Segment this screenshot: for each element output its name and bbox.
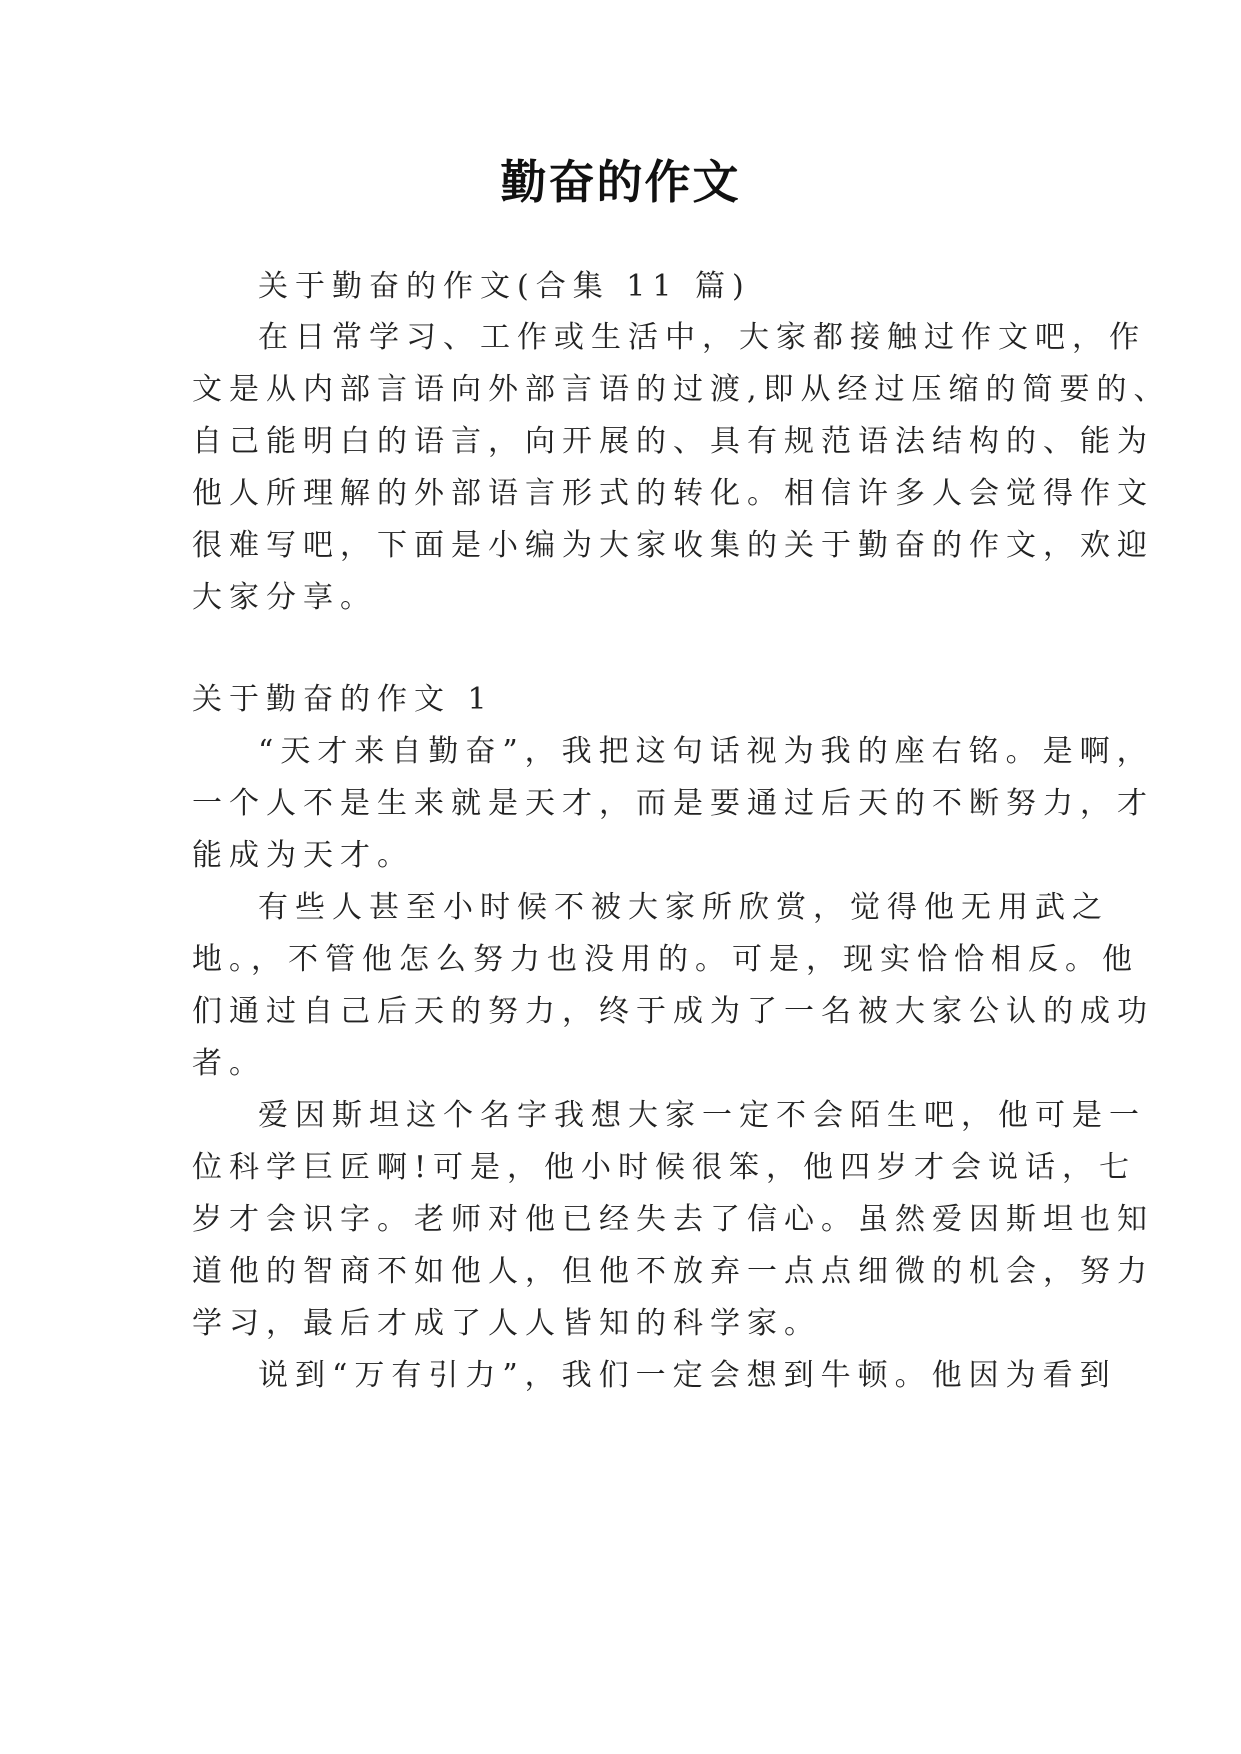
paragraph-line: 们通过自己后天的努力，终于成为了一名被大家公认的成功 [192, 994, 1154, 1029]
collection-subtitle: 关于勤奋的作文(合集 11 篇) [258, 269, 751, 304]
paragraph-line: 说到“万有引力”，我们一定会想到牛顿。他因为看到 [258, 1358, 1117, 1393]
paragraph-line: 地。，不管他怎么努力也没用的。可是，现实恰恰相反。他 [192, 942, 1139, 977]
paragraph-line: 在日常学习、工作或生活中，大家都接触过作文吧，作 [258, 320, 1146, 355]
paragraph-line: 者。 [192, 1046, 266, 1081]
paragraph-line: 他人所理解的外部语言形式的转化。相信许多人会觉得作文 [192, 476, 1154, 511]
section-heading: 关于勤奋的作文 1 [192, 682, 494, 717]
paragraph-line: 大家分享。 [192, 580, 377, 615]
paragraph-line: 学习，最后才成了人人皆知的科学家。 [192, 1306, 821, 1341]
paragraph-line: 岁才会识字。老师对他已经失去了信心。虽然爱因斯坦也知 [192, 1202, 1154, 1237]
paragraph-line: 自己能明白的语言，向开展的、具有规范语法结构的、能为 [192, 424, 1154, 459]
paragraph-line: 位科学巨匠啊!可是，他小时候很笨，他四岁才会说话，七 [192, 1150, 1137, 1185]
paragraph-line: “天才来自勤奋”，我把这句话视为我的座右铭。是啊， [258, 734, 1154, 769]
paragraph-line: 一个人不是生来就是天才，而是要通过后天的不断努力，才 [192, 786, 1154, 821]
paragraph-line: 道他的智商不如他人，但他不放弃一点点细微的机会，努力 [192, 1254, 1154, 1289]
paragraph-line: 文是从内部言语向外部言语的过渡,即从经过压缩的简要的、 [192, 372, 1171, 407]
paragraph-line: 爱因斯坦这个名字我想大家一定不会陌生吧，他可是一 [258, 1098, 1146, 1133]
paragraph-line: 有些人甚至小时候不被大家所欣赏，觉得他无用武之 [258, 890, 1109, 925]
document-title: 勤奋的作文 [500, 155, 741, 209]
paragraph-line: 很难写吧，下面是小编为大家收集的关于勤奋的作文，欢迎 [192, 528, 1154, 563]
paragraph-line: 能成为天才。 [192, 838, 414, 873]
